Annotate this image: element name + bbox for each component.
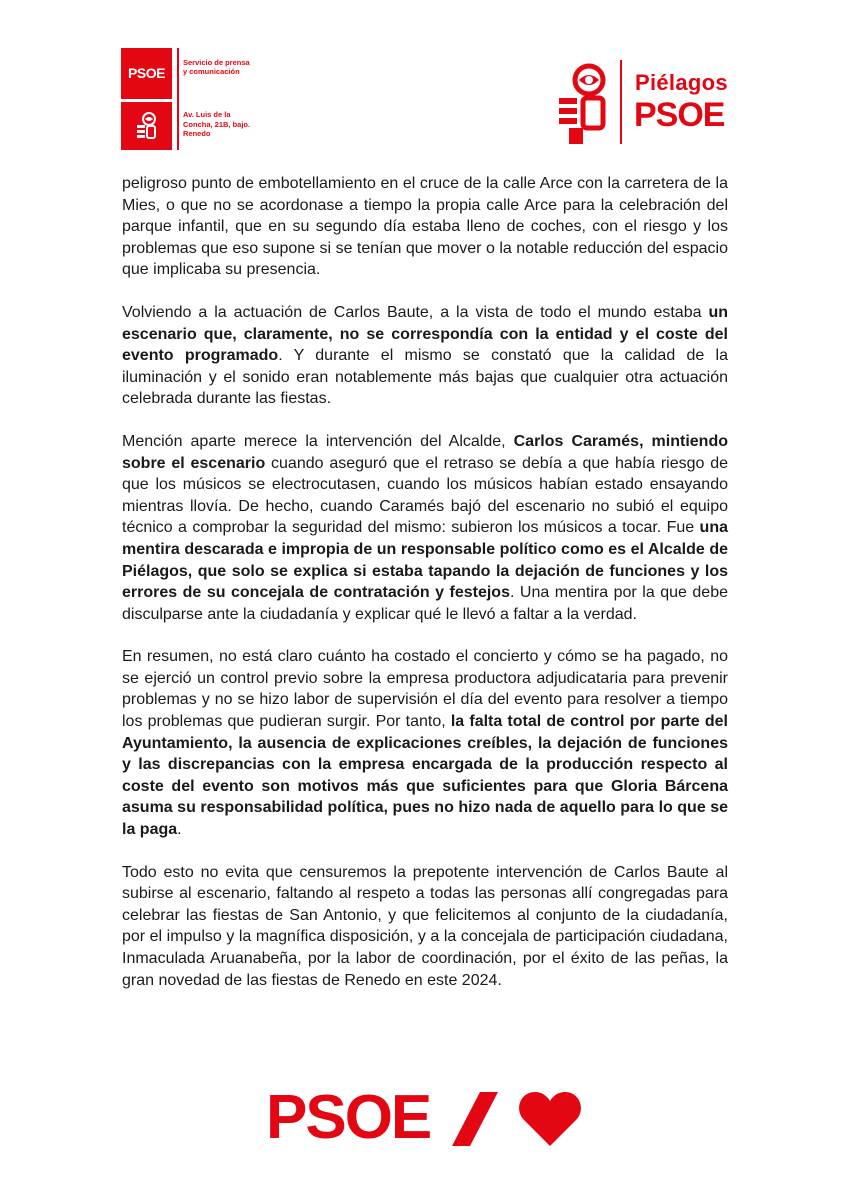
bold-run: un escenario que, claramente, no se correspondía con la entidad y el coste del evento programado (122, 303, 728, 365)
text-run: peligroso punto de embotellamiento en el cruce de la calle Arce con la carretera de la Mies, o que no se acordonase a tiempo la propia calle Arce para la celebración del parque infantil, que en su segundo día estaba lleno de coches, con el riesgo y los problemas que eso supone si se tenían que mover o la notable reducción del espacio que implicaba su presencia. (122, 175, 728, 279)
text-run: En resumen, no está claro cuánto ha costado el concierto y cómo se ha pagado, no se ejerció un control previo sobre la empresa productora adjudicataria para prevenir problemas y no se hizo labor de supervisión el día del evento para resolver a tiempo los problemas que pudieran surgir. Por tanto, (122, 648, 728, 731)
bold-run: la falta total de control por parte del Ayuntamiento, la ausencia de explicaciones creíbles, la dejación de funciones y las discrepancias con la empresa encargada de la producción respecto al coste del evento son motivos más que suficientes para que Gloria Bárcena asuma su responsabilidad política, pues no hizo nada de aquello para lo que se la paga (122, 713, 728, 839)
rose-fist-logo-icon (555, 58, 613, 148)
text-run: . (177, 821, 182, 839)
slash-icon (450, 1092, 500, 1146)
psoe-box-logo: PSOE (121, 48, 172, 99)
text-run: cuando aseguró que el retraso se debía a que había riesgo de que los músicos se electrocutasen, cuando los músicos habían estado ensayando mientras llovía. De hecho, cuando Caramés bajó del escenario no subió el equipo técnico a comprobar la seguridad del mismo: subieron los músicos a tocar. Fue (122, 454, 729, 537)
text-run: . Una mentira por la que debe disculparse ante la ciudadanía y explicar qué le llevó a faltar a la verdad. (122, 584, 729, 623)
header-divider (177, 48, 179, 150)
rose-fist-icon (121, 102, 172, 150)
text-run: . Y durante el mismo se constató que la calidad de la iluminación y el sonido eran notablemente más bajas que cualquier otra actuación celebrada durante las fiestas. (122, 347, 729, 408)
bold-run: Carlos Caramés, mintiendo sobre el escenario (122, 432, 728, 472)
paragraph-3 (122, 431, 728, 625)
bold-run: una mentira descarada e impropia de un responsable político como es el Alcalde de Piélagos, que solo se explica si estaba tapando la dejación de funciones y los errores de su concejala de contratación y festejos (122, 519, 728, 602)
text-run: Volviendo a la actuación de Carlos Baute, a la vista de todo el mundo estaba (122, 303, 709, 321)
paragraph-4 (122, 646, 728, 840)
paragraph-5 (122, 862, 728, 992)
heart-icon (518, 1090, 582, 1148)
paragraph-1 (122, 173, 728, 281)
paragraph-2 (122, 302, 728, 410)
brand-party: PSOE (634, 96, 725, 134)
brand-town: Piélagos (635, 70, 728, 95)
text-run: Todo esto no evita que censuremos la prepotente intervención de Carlos Baute al subirse al escenario, faltando al respeto a todas las personas allí congregadas para celebrar las fiestas de San Antonio, y que felicitemos al conjunto de la ciudadanía, por el impulso y la magnífica disposición, y a la concejala de participación ciudadana, Inmaculada Aruanabeña, por la labor de coordinación, por el éxito de las peñas, la gran novedad de las fiestas de Renedo en este 2024. (122, 863, 728, 989)
press-release-body (122, 173, 728, 1012)
text-run: Mención aparte merece la intervención del Alcalde, (122, 432, 514, 450)
brand-divider (620, 60, 622, 144)
press-service-label: Servicio de prensa y comunicación (183, 58, 250, 76)
footer-psoe-wordmark: PSOE (266, 1083, 431, 1152)
footer-logo (266, 1083, 586, 1156)
office-address: Av. Luis de la Concha, 21B, bajo. Renedo (183, 110, 251, 138)
pielagos-psoe-brand (555, 58, 735, 148)
